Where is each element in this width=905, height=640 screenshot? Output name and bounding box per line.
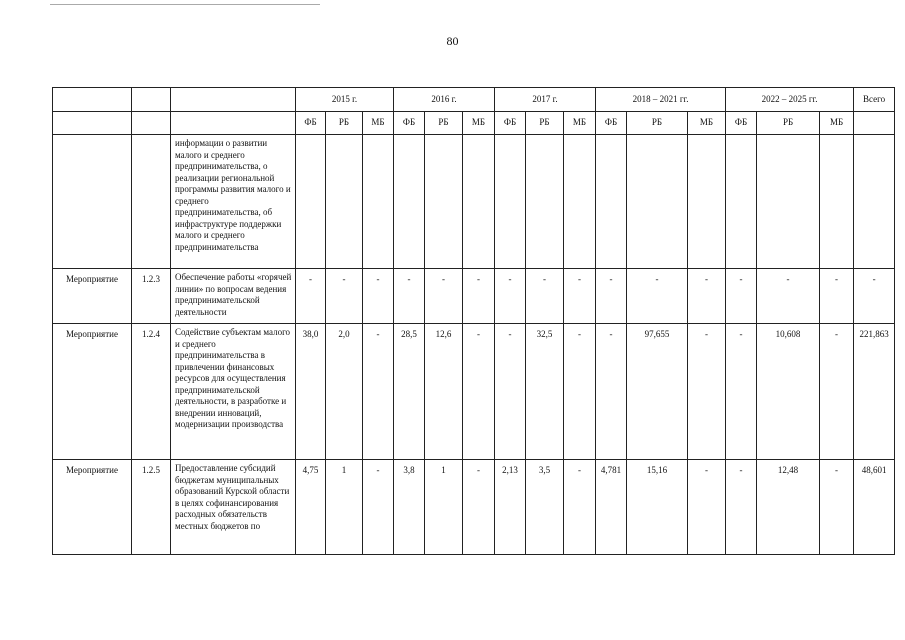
- header-budget-cell: РБ: [526, 112, 564, 135]
- value-cell: 12,6: [425, 324, 463, 460]
- header-budget-cell: ФБ: [394, 112, 425, 135]
- value-cell: 4,75: [296, 460, 326, 555]
- header-budget-cell: РБ: [757, 112, 820, 135]
- value-cell: 2,13: [495, 460, 526, 555]
- value-cell: -: [463, 324, 495, 460]
- value-cell: [564, 135, 596, 269]
- header-budget-cell: РБ: [425, 112, 463, 135]
- header-year-2016: 2016 г.: [394, 88, 495, 112]
- value-cell: [820, 135, 854, 269]
- value-cell: [425, 135, 463, 269]
- value-cell: 97,655: [627, 324, 688, 460]
- value-cell: -: [596, 269, 627, 324]
- value-cell: [726, 135, 757, 269]
- table-row: [53, 460, 895, 555]
- header-budget-cell: ФБ: [596, 112, 627, 135]
- value-cell: -: [820, 269, 854, 324]
- row-type: Мероприятие: [53, 324, 132, 460]
- page-number: 80: [446, 34, 459, 48]
- header-row-years: [53, 88, 895, 112]
- value-cell: -: [564, 460, 596, 555]
- value-cell: -: [326, 269, 363, 324]
- row-code: [132, 135, 171, 269]
- row-description: Предоставление субсидий бюджетам муниципальных образований Курской области в целях софинансирования расходных обязательств местных бюджетов по: [171, 460, 296, 555]
- header-blank-desc: [171, 88, 296, 112]
- value-cell: -: [596, 324, 627, 460]
- value-cell: [596, 135, 627, 269]
- header-budget-cell: МБ: [688, 112, 726, 135]
- value-cell: -: [495, 269, 526, 324]
- table-row: [53, 135, 895, 269]
- table-row: [53, 269, 895, 324]
- header-budget-cell: РБ: [326, 112, 363, 135]
- value-cell: 3,5: [526, 460, 564, 555]
- top-rule: [50, 4, 320, 5]
- header-year-2022-2025: 2022 – 2025 гг.: [726, 88, 854, 112]
- value-cell: -: [363, 460, 394, 555]
- value-cell: 12,48: [757, 460, 820, 555]
- value-cell: -: [627, 269, 688, 324]
- value-cell: -: [463, 269, 495, 324]
- value-cell: -: [363, 269, 394, 324]
- value-cell: -: [425, 269, 463, 324]
- row-type: Мероприятие: [53, 269, 132, 324]
- value-cell: [326, 135, 363, 269]
- total-cell: 221,863: [854, 324, 895, 460]
- value-cell: [363, 135, 394, 269]
- header-blank-type-2: [53, 112, 132, 135]
- value-cell: [394, 135, 425, 269]
- value-cell: [627, 135, 688, 269]
- header-blank-type: [53, 88, 132, 112]
- value-cell: -: [495, 324, 526, 460]
- value-cell: [526, 135, 564, 269]
- budget-table: [52, 87, 895, 555]
- total-cell: 48,601: [854, 460, 895, 555]
- header-budget-cell: ФБ: [495, 112, 526, 135]
- value-cell: -: [463, 460, 495, 555]
- header-budget-cell: МБ: [564, 112, 596, 135]
- value-cell: -: [688, 324, 726, 460]
- value-cell: [495, 135, 526, 269]
- value-cell: -: [688, 460, 726, 555]
- value-cell: -: [726, 269, 757, 324]
- row-code: 1.2.3: [132, 269, 171, 324]
- value-cell: 15,16: [627, 460, 688, 555]
- value-cell: -: [757, 269, 820, 324]
- value-cell: -: [394, 269, 425, 324]
- value-cell: -: [526, 269, 564, 324]
- row-description: Содействие субъектам малого и среднего предпринимательства в привлечении финансовых ресурсов для осуществления предпринимательской деятельности, в разработке и внедрении инноваций, модернизации производства: [171, 324, 296, 460]
- value-cell: -: [688, 269, 726, 324]
- value-cell: -: [820, 460, 854, 555]
- value-cell: -: [296, 269, 326, 324]
- value-cell: 2,0: [326, 324, 363, 460]
- header-total: Всего: [854, 88, 895, 112]
- value-cell: -: [564, 324, 596, 460]
- value-cell: -: [726, 324, 757, 460]
- row-code: 1.2.5: [132, 460, 171, 555]
- table-row: [53, 324, 895, 460]
- header-blank-code: [132, 88, 171, 112]
- value-cell: -: [726, 460, 757, 555]
- value-cell: 4,781: [596, 460, 627, 555]
- header-blank-total: [854, 112, 895, 135]
- header-row-budgets: [53, 112, 895, 135]
- header-budget-cell: МБ: [363, 112, 394, 135]
- value-cell: [688, 135, 726, 269]
- header-budget-cell: ФБ: [726, 112, 757, 135]
- value-cell: 10,608: [757, 324, 820, 460]
- header-blank-code-2: [132, 112, 171, 135]
- total-cell: [854, 135, 895, 269]
- header-year-2017: 2017 г.: [495, 88, 596, 112]
- value-cell: 1: [425, 460, 463, 555]
- header-budget-cell: ФБ: [296, 112, 326, 135]
- header-year-2018-2021: 2018 – 2021 гг.: [596, 88, 726, 112]
- row-description: Обеспечение работы «горячей линии» по вопросам ведения предпринимательской деятельности: [171, 269, 296, 324]
- header-blank-desc-2: [171, 112, 296, 135]
- row-type: [53, 135, 132, 269]
- value-cell: -: [564, 269, 596, 324]
- value-cell: [463, 135, 495, 269]
- value-cell: 1: [326, 460, 363, 555]
- value-cell: 38,0: [296, 324, 326, 460]
- total-cell: -: [854, 269, 895, 324]
- value-cell: -: [820, 324, 854, 460]
- value-cell: 32,5: [526, 324, 564, 460]
- header-budget-cell: МБ: [463, 112, 495, 135]
- value-cell: -: [363, 324, 394, 460]
- value-cell: [296, 135, 326, 269]
- row-type: Мероприятие: [53, 460, 132, 555]
- value-cell: 3,8: [394, 460, 425, 555]
- header-year-2015: 2015 г.: [296, 88, 394, 112]
- value-cell: [757, 135, 820, 269]
- row-code: 1.2.4: [132, 324, 171, 460]
- header-budget-cell: РБ: [627, 112, 688, 135]
- row-description: информации о развитии малого и среднего предпринимательства, о реализации региональной программы развития малого и среднего предпринимательства, об инфраструктуре поддержки малого и среднего предпринимательства: [171, 135, 296, 269]
- header-budget-cell: МБ: [820, 112, 854, 135]
- value-cell: 28,5: [394, 324, 425, 460]
